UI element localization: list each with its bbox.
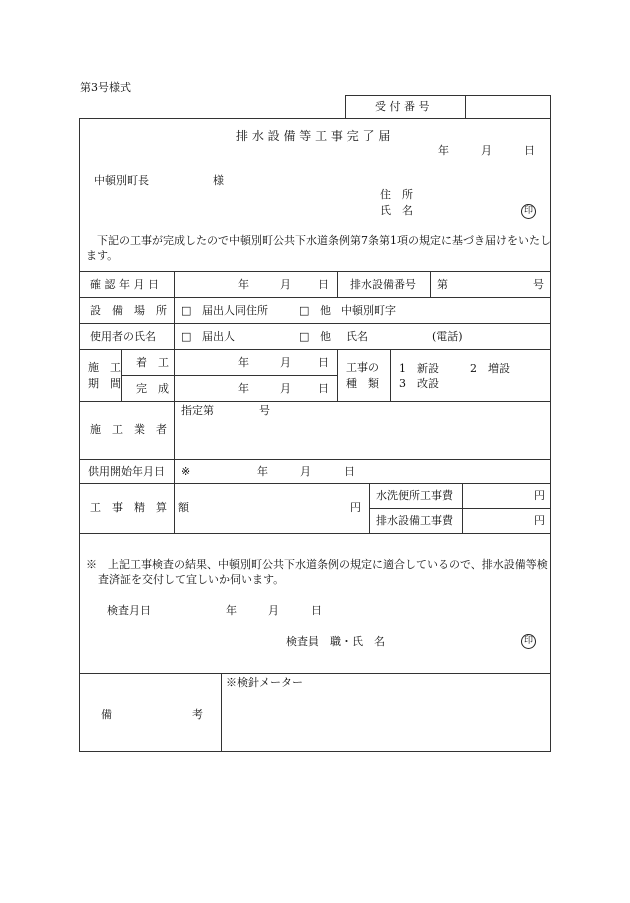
date-month: 月 bbox=[481, 144, 492, 157]
start-month: 月 bbox=[280, 356, 291, 369]
toilet-cost-label: 水洗便所工事費 bbox=[376, 489, 453, 502]
form-title: 排 水 設 備 等 工 事 完 了 届 bbox=[236, 129, 391, 143]
location-town-prefix: 中頓別町字 bbox=[341, 304, 396, 317]
complete-day: 日 bbox=[318, 382, 329, 395]
name-label: 氏 名 bbox=[380, 204, 413, 217]
designated-prefix: 指定第 bbox=[181, 404, 214, 417]
inspection-date-label: 検査月日 bbox=[107, 604, 151, 617]
user-other-text: 他 bbox=[320, 330, 331, 343]
inspection-note-line-2: 査済証を交付して宜しいか伺います。 bbox=[98, 573, 285, 586]
designated-go: 号 bbox=[259, 404, 270, 417]
user-applicant-text: 届出人 bbox=[202, 330, 235, 343]
drainage-cost-yen: 円 bbox=[534, 514, 545, 527]
service-day: 日 bbox=[344, 465, 355, 478]
service-start-mark: ※ bbox=[181, 465, 191, 478]
complete-month: 月 bbox=[280, 382, 291, 395]
start-year: 年 bbox=[238, 356, 249, 369]
work-type-renovate: 3 改設 bbox=[399, 377, 439, 390]
location-same-checkbox[interactable]: □ bbox=[181, 304, 192, 317]
work-type-label-1: 工事の bbox=[346, 361, 379, 374]
location-same-text: 届出人同住所 bbox=[202, 304, 268, 317]
addressee-sama: 様 bbox=[213, 174, 224, 187]
drainage-number-label: 排水設備番号 bbox=[350, 278, 416, 291]
addressee-mayor: 中頓別町長 bbox=[94, 174, 149, 187]
confirm-date-label: 確 認 年 月 日 bbox=[90, 278, 159, 291]
statement-line-1: 下記の工事が完成したので中頓別町公共下水道条例第7条第1項の規定に基づき届けをいたし bbox=[97, 234, 551, 247]
service-month: 月 bbox=[300, 465, 311, 478]
form-number: 第3号様式 bbox=[80, 81, 131, 94]
confirm-year: 年 bbox=[238, 278, 249, 291]
remarks-label-2: 考 bbox=[192, 708, 203, 721]
confirm-month: 月 bbox=[280, 278, 291, 291]
construction-period-label-2: 期 間 bbox=[88, 377, 121, 390]
inspector-label: 検査員 職・氏 名 bbox=[286, 635, 385, 648]
inspection-year: 年 bbox=[226, 604, 237, 617]
date-year: 年 bbox=[438, 144, 449, 157]
inspection-note-line-1: ※ 上記工事検査の結果、中頓別町公共下水道条例の規定に適合しているので、排水設備等検 bbox=[86, 558, 548, 571]
address-label: 住 所 bbox=[380, 188, 413, 201]
receipt-number-label: 受 付 番 号 bbox=[375, 100, 430, 113]
inspection-month: 月 bbox=[268, 604, 279, 617]
contractor-label: 施 工 業 者 bbox=[90, 423, 167, 436]
drainage-number-dai: 第 bbox=[437, 278, 448, 291]
confirm-day: 日 bbox=[318, 278, 329, 291]
start-day: 日 bbox=[318, 356, 329, 369]
drainage-number-go: 号 bbox=[533, 278, 544, 291]
estimate-yen: 円 bbox=[350, 501, 361, 514]
complete-year: 年 bbox=[238, 382, 249, 395]
complete-label: 完 成 bbox=[136, 382, 169, 395]
work-type-new: 1 新設 bbox=[399, 362, 439, 375]
user-phone-text: (電話) bbox=[432, 330, 463, 343]
user-name-text: 氏名 bbox=[346, 330, 368, 343]
service-start-label: 供用開始年月日 bbox=[88, 465, 165, 478]
location-other-checkbox[interactable]: □ bbox=[299, 304, 310, 317]
statement-line-2: ます。 bbox=[86, 249, 119, 262]
user-applicant-checkbox[interactable]: □ bbox=[181, 330, 192, 343]
toilet-cost-yen: 円 bbox=[534, 489, 545, 502]
location-other-text: 他 bbox=[320, 304, 331, 317]
user-other-checkbox[interactable]: □ bbox=[299, 330, 310, 343]
service-year: 年 bbox=[257, 465, 268, 478]
user-name-label: 使用者の氏名 bbox=[90, 330, 156, 343]
estimate-label: 工 事 精 算 額 bbox=[90, 501, 189, 514]
work-type-extend: 2 増設 bbox=[470, 362, 510, 375]
meter-note: ※検針メーター bbox=[226, 676, 303, 689]
construction-period-label-1: 施 工 bbox=[88, 361, 121, 374]
inspection-day: 日 bbox=[311, 604, 322, 617]
date-day: 日 bbox=[524, 144, 535, 157]
inspector-seal-icon: 印 bbox=[521, 634, 536, 649]
remarks-label-1: 備 bbox=[101, 708, 112, 721]
work-type-label-2: 種 類 bbox=[346, 377, 379, 390]
drainage-cost-label: 排水設備工事費 bbox=[376, 514, 453, 527]
start-label: 着 工 bbox=[136, 356, 169, 369]
applicant-seal-icon: 印 bbox=[521, 204, 536, 219]
location-label: 設 備 場 所 bbox=[90, 304, 167, 317]
